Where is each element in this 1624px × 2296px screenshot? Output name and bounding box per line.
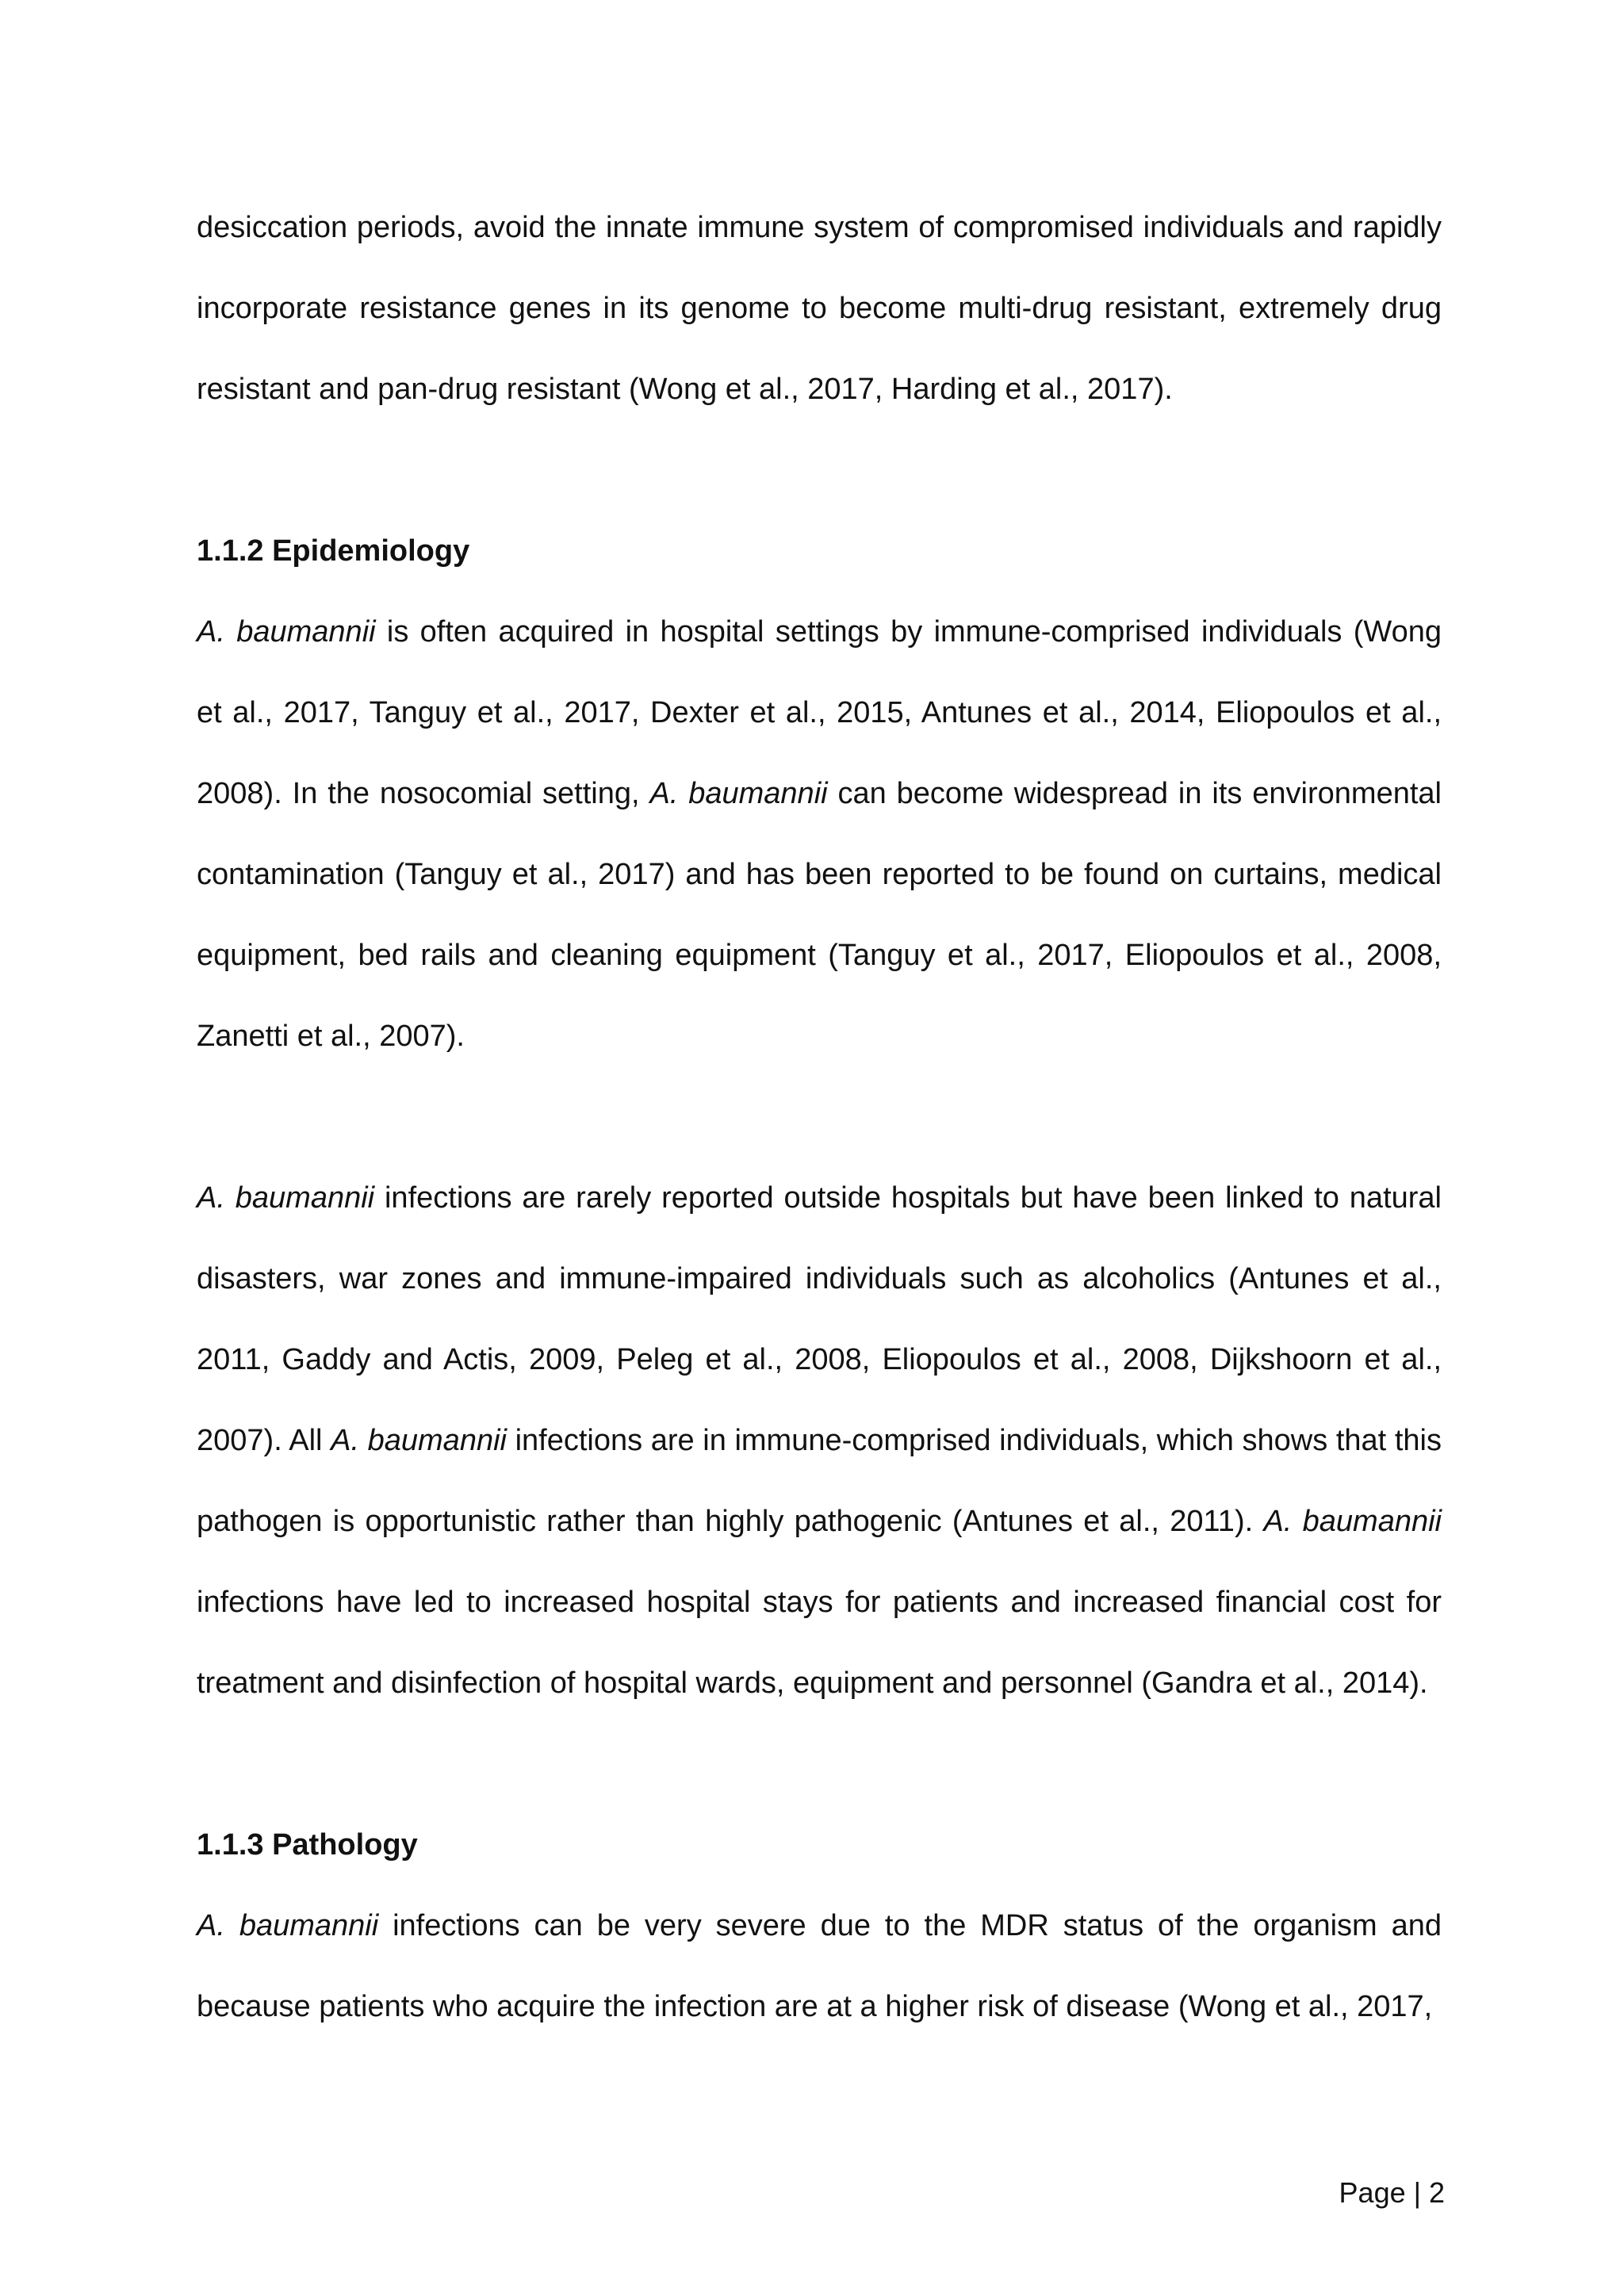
section-heading-epidemiology: 1.1.2 Epidemiology [197,534,470,568]
paragraph-text: infections are rarely reported outside hospitals but have been linked to natural disasters, war zones and immune-impaired individuals such as alcoholics (Antunes et al., 2011, Gaddy and Actis, 2009, Peleg et al., 2008, Eliopoulos et al., 2008, Dijkshoorn et al., 2007). All [197,1181,1442,1457]
species-name: A. baumannii [649,777,828,810]
paragraph-spacer [197,1724,1442,1804]
species-name: A. baumannii [197,1909,379,1942]
paragraph-text: can become widespread in its environmental contamination (Tanguy et al., 2017) and has been reported to be found on curtains, medical equipment, bed rails and cleaning equipment (Tanguy et al., 2017, Eliopoulos et al., 2008, Zanetti et al., 2007). [197,777,1442,1053]
section-heading-pathology: 1.1.3 Pathology [197,1828,418,1862]
epidemiology-paragraph-2 [197,1158,1442,1724]
species-name: A. baumannii [197,1181,375,1215]
paragraph-spacer [197,430,1442,511]
species-name: A. baumannii [1263,1505,1442,1538]
paragraph-text: infections have led to increased hospital stays for patients and increased financial cost for treatment and disinfection of hospital wards, equipment and personnel (Gandra et al., 2014). [197,1586,1442,1700]
epidemiology-paragraph-1 [197,591,1442,1077]
page-content [197,187,1442,2047]
intro-paragraph: desiccation periods, avoid the innate immune system of compromised individuals and rapidly incorporate resistance genes in its genome to become multi-drug resistant, extremely drug resistant and pan-drug resistant (Wong et al., 2017, Harding et al., 2017). [197,211,1442,406]
species-name: A. baumannii [331,1424,507,1457]
page-number: Page | 2 [1339,2176,1445,2209]
paragraph-text: infections can be very severe due to the MDR status of the organism and because patients who acquire the infection are at a higher risk of disease (Wong et al., 2017, [197,1909,1442,2023]
species-name: A. baumannii [197,615,376,649]
paragraph-text: is often acquired in hospital settings by immune-comprised individuals (Wong et al., 2017, Tanguy et al., 2017, Dexter et al., 2015, Antunes et al., 2014, Eliopoulos et al., 2008). In the nosocomial setting, [197,615,1442,810]
paragraph-text: infections are in immune-comprised individuals, which shows that this pathogen is opportunistic rather than highly pathogenic (Antunes et al., 2011). [197,1424,1442,1538]
pathology-paragraph-1 [197,1885,1442,2047]
paragraph-spacer [197,1077,1442,1158]
